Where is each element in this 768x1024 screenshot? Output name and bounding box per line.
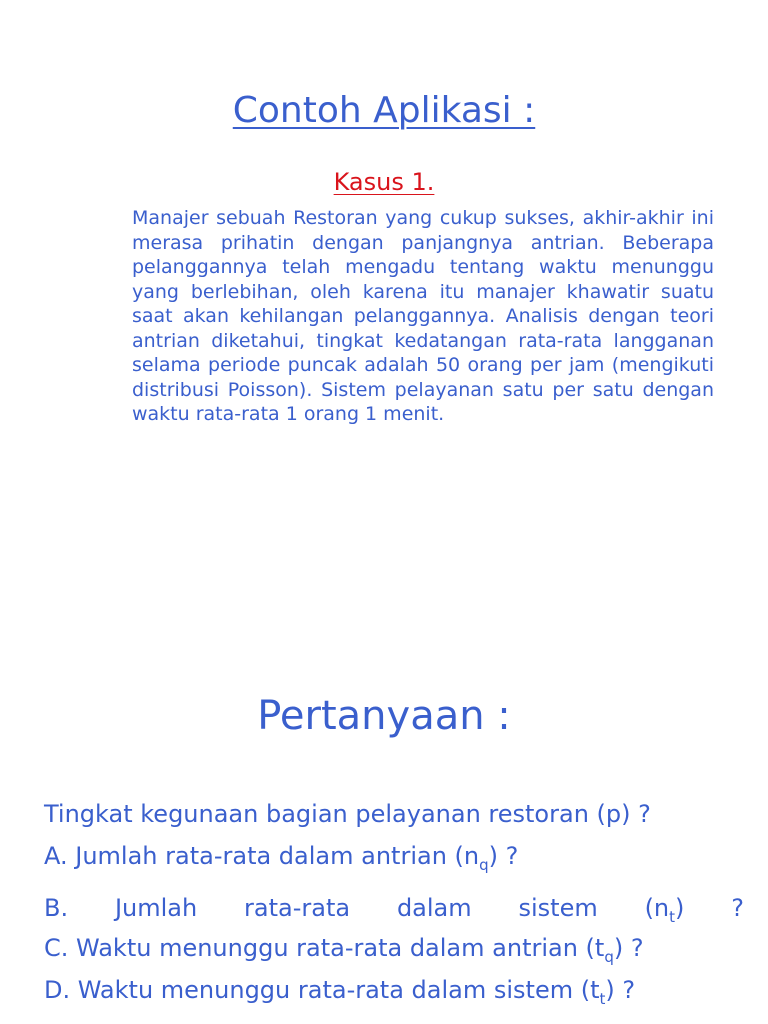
question-b-variable: $(n_t)$: [644, 894, 685, 926]
question-c-text: C. Waktu menunggu rata-rata dalam antrian (t: [44, 934, 605, 962]
question-intro: Tingkat kegunaan bagian pelayanan restoran (p) ?: [44, 800, 651, 828]
question-b-word: rata-rata: [244, 894, 351, 922]
question-b: [44, 892, 744, 924]
question-a-subscript: q: [479, 856, 489, 874]
case-description: Manajer sebuah Restoran yang cukup sukses, akhir-akhir ini merasa prihatin dengan panjangnya antrian. Beberapa pelanggannya telah mengadu tentang waktu menunggu yang berlebihan, oleh karena itu manajer khawatir suatu saat akan kehilangan pelanggannya. Analisis dengan teori antrian diketahui, tingkat kedatangan rata-rata langganan selama periode puncak adalah 50 orang per jam (mengikuti distribusi Poisson). Sistem pelayanan satu per satu dengan waktu rata-rata 1 orang 1 menit.: [132, 207, 714, 425]
question-b-end: ?: [731, 894, 744, 922]
question-a-end: ) ?: [488, 842, 519, 870]
question-a-text: A. Jumlah rata-rata dalam antrian (n: [44, 842, 480, 870]
question-b-word: Jumlah: [114, 894, 198, 922]
question-c: [44, 932, 744, 964]
question-b-subscript: t: [669, 908, 676, 926]
question-c-subscript: q: [604, 948, 614, 966]
question-a: [44, 840, 744, 872]
question-c-end: ) ?: [613, 934, 644, 962]
question-d-end: ) ?: [605, 976, 636, 1004]
questions-title: Pertanyaan :: [257, 693, 511, 739]
question-d: [44, 974, 744, 1006]
question-d-subscript: t: [599, 990, 606, 1008]
question-d-text: D. Waktu menunggu rata-rata dalam sistem (t: [44, 976, 600, 1004]
question-b-word: B.: [44, 894, 69, 922]
page-title: Contoh Aplikasi :: [232, 90, 536, 131]
question-b-word: sistem: [518, 894, 598, 922]
question-b-word: dalam: [396, 894, 472, 922]
case-title: Kasus 1.: [333, 168, 435, 196]
